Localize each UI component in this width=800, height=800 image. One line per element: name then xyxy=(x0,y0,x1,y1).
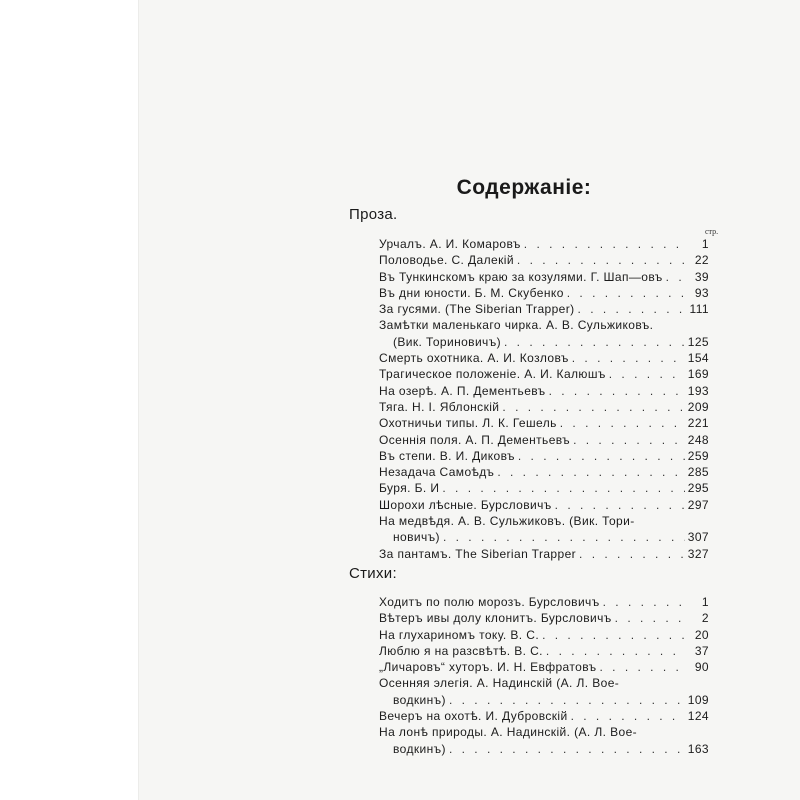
leader-dots xyxy=(504,334,685,350)
toc-entry xyxy=(379,350,709,366)
toc-entry-page: 1 xyxy=(701,237,709,251)
toc-entry-title: Тяга. Н. І. Яблонскій xyxy=(379,399,500,414)
toc-entry-page: 297 xyxy=(687,497,709,512)
page-column-label: стр. xyxy=(705,227,719,236)
toc-entry-title: На медвѣдя. А. В. Сульжиковъ. (Вик. Тори- xyxy=(379,514,635,529)
toc-entry-page: 20 xyxy=(694,627,709,642)
toc-list-verse xyxy=(379,594,709,757)
toc-entry-title: Охотничьи типы. Л. К. Гешель xyxy=(379,416,557,431)
leader-dots xyxy=(599,659,686,675)
leader-dots xyxy=(449,692,685,708)
toc-entry xyxy=(379,269,709,285)
leader-dots xyxy=(443,529,685,545)
leader-dots xyxy=(555,497,685,513)
toc-entry-title: Осенняя элегія. А. Надинскій (А. Л. Вое- xyxy=(379,676,620,691)
toc-entry-title-continued: водкинъ) xyxy=(393,741,446,756)
toc-entry-title: Вѣтеръ ивы долу клонитъ. Бурсловичъ xyxy=(379,611,612,626)
toc-entry-page: 109 xyxy=(687,692,709,707)
toc-content xyxy=(339,0,759,800)
toc-entry-title: За гусями. (The Siberian Trapper) xyxy=(379,302,575,317)
leader-dots xyxy=(524,236,686,252)
leader-dots xyxy=(560,415,685,431)
toc-entry-page: 2 xyxy=(701,611,709,626)
toc-entry-title: Ходитъ по полю морозъ. Бурсловичъ xyxy=(379,595,600,609)
toc-entry-title: Урчалъ. А. И. Комаровъ xyxy=(379,237,521,251)
toc-entry xyxy=(379,301,709,317)
leader-dots xyxy=(573,432,685,448)
leader-dots xyxy=(609,366,685,382)
toc-entry-page: 193 xyxy=(687,383,709,398)
leader-dots xyxy=(572,350,685,366)
toc-entry xyxy=(379,513,709,546)
toc-entry xyxy=(379,366,709,382)
toc-entry-title: Вечеръ на охотѣ. И. Дубровскій xyxy=(379,709,568,724)
toc-entry-page: 248 xyxy=(687,432,709,447)
toc-entry-title: На озерѣ. А. П. Дементьевъ xyxy=(379,383,546,398)
toc-entry xyxy=(379,643,709,659)
toc-entry-title: Смерть охотника. А. И. Козловъ xyxy=(379,351,569,366)
toc-entry-title: Замѣтки маленькаго чирка. А. В. Сульжиковъ. xyxy=(379,318,654,333)
toc-entry xyxy=(379,432,709,448)
leader-dots xyxy=(542,627,686,643)
toc-entry xyxy=(379,317,709,350)
toc-entry-title: Незадача Самоѣдъ xyxy=(379,465,495,480)
toc-entry-title-continued: (Вик. Ториновичъ) xyxy=(393,334,501,349)
toc-entry xyxy=(379,497,709,513)
toc-entry-title: Половодье. С. Далекій xyxy=(379,253,514,268)
leader-dots xyxy=(449,741,685,757)
leader-dots xyxy=(579,546,685,562)
toc-entry xyxy=(379,675,709,708)
toc-entry-page: 90 xyxy=(694,660,709,675)
toc-entry-page: 285 xyxy=(687,465,709,480)
leader-dots xyxy=(603,594,686,610)
toc-entry xyxy=(379,464,709,480)
toc-entry-title-continued: новичъ) xyxy=(393,530,440,545)
toc-entry-page: 154 xyxy=(687,351,709,366)
toc-entry-title: На глухариномъ току. В. С. xyxy=(379,627,540,642)
leader-dots xyxy=(571,708,685,724)
leader-dots xyxy=(497,464,684,480)
toc-entry-title: „Личаровъ“ хуторъ. И. Н. Евфратовъ xyxy=(379,660,597,675)
toc-entry-page: 124 xyxy=(687,709,709,724)
toc-entry-page: 37 xyxy=(694,643,709,658)
leader-dots xyxy=(442,480,684,496)
toc-entry xyxy=(379,724,709,757)
toc-entry-title: За пантамъ. The Siberian Trapper xyxy=(379,546,577,561)
toc-entry xyxy=(379,627,709,643)
toc-entry-page: 163 xyxy=(687,741,709,756)
toc-entry-title: Трагическое положеніе. А. И. Калюшъ xyxy=(379,367,606,382)
leader-dots xyxy=(666,269,686,285)
toc-entry-page: 169 xyxy=(687,367,709,382)
toc-entry-page: 111 xyxy=(689,302,709,317)
toc-entry-page: 295 xyxy=(687,481,709,496)
toc-entry xyxy=(379,236,709,252)
toc-entry-title: Въ Тункинскомъ краю за козулями. Г. Шап—овъ xyxy=(379,269,663,284)
toc-entry xyxy=(379,383,709,399)
toc-entry-page: 22 xyxy=(694,253,709,268)
toc-entry-page: 209 xyxy=(687,399,709,414)
section-heading-verse: Стихи: xyxy=(349,565,397,582)
toc-entry-title: Осеннія поля. А. П. Дементьевъ xyxy=(379,432,571,447)
toc-entry-title: На лонѣ природы. А. Надинскій. (А. Л. Вое- xyxy=(379,725,638,740)
leader-dots xyxy=(546,643,686,659)
toc-entry-page: 1 xyxy=(701,595,709,609)
section-heading-prose: Проза. xyxy=(349,206,398,223)
toc-entry xyxy=(379,546,709,562)
leader-dots xyxy=(518,448,685,464)
toc-entry-page: 221 xyxy=(687,416,709,431)
toc-entry xyxy=(379,708,709,724)
toc-entry-title: Шорохи лѣсные. Бурсловичъ xyxy=(379,497,552,512)
leader-dots xyxy=(578,301,686,317)
toc-entry xyxy=(379,252,709,268)
toc-entry xyxy=(379,448,709,464)
toc-entry-title-continued: водкинъ) xyxy=(393,692,446,707)
toc-entry-title: Буря. Б. И xyxy=(379,481,440,496)
leader-dots xyxy=(615,610,686,626)
toc-entry xyxy=(379,594,709,610)
toc-entry xyxy=(379,415,709,431)
page-title: Содержаніе: xyxy=(456,176,592,199)
toc-entry xyxy=(379,399,709,415)
toc-entry-page: 39 xyxy=(694,269,709,284)
toc-entry-title: Въ дни юности. Б. М. Скубенко xyxy=(379,285,564,300)
toc-entry-title: Люблю я на разсвѣтѣ. В. С. xyxy=(379,643,543,658)
leader-dots xyxy=(502,399,684,415)
book-page xyxy=(138,0,800,800)
leader-dots xyxy=(549,383,685,399)
leader-dots xyxy=(517,252,686,268)
toc-entry-page: 125 xyxy=(687,334,709,349)
leader-dots xyxy=(567,285,686,301)
toc-entry-title: Въ степи. В. И. Диковъ xyxy=(379,448,515,463)
toc-entry-page: 307 xyxy=(687,530,709,545)
toc-entry-page: 93 xyxy=(694,285,709,300)
toc-entry-page: 259 xyxy=(687,448,709,463)
toc-entry xyxy=(379,659,709,675)
toc-entry-page: 327 xyxy=(687,546,709,561)
toc-entry xyxy=(379,610,709,626)
toc-entry xyxy=(379,480,709,496)
toc-list-prose xyxy=(379,236,709,562)
toc-entry xyxy=(379,285,709,301)
